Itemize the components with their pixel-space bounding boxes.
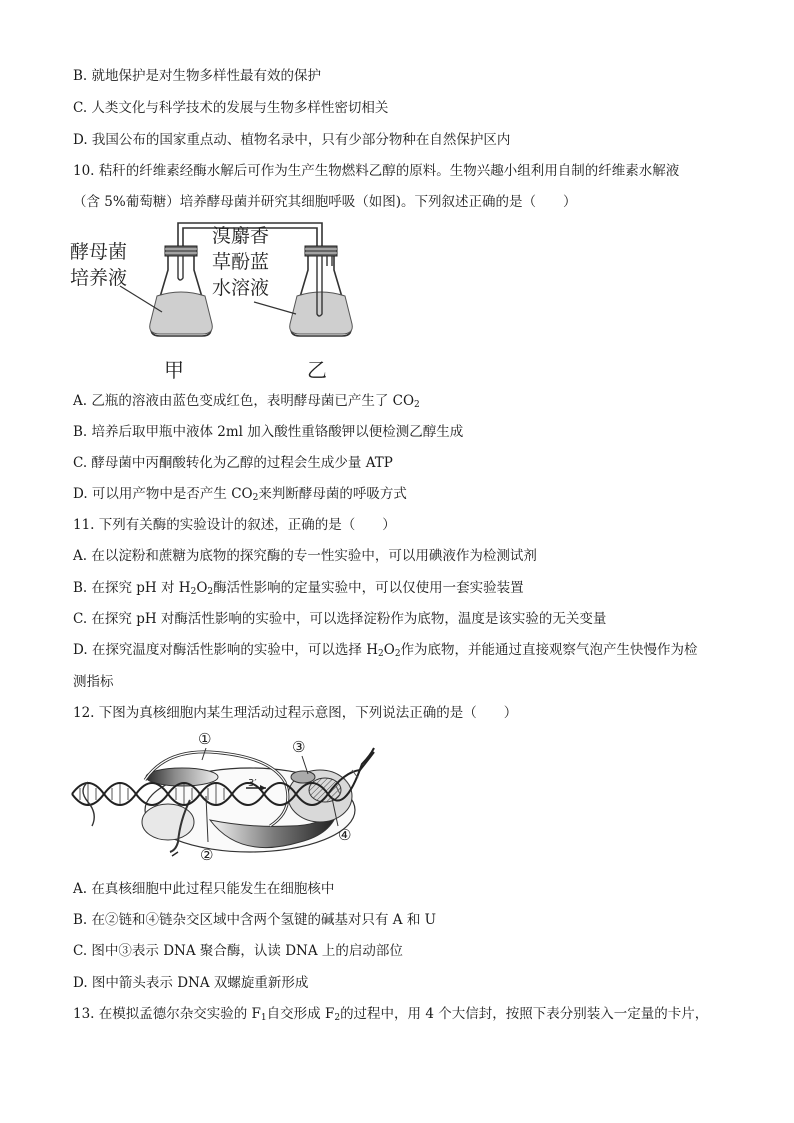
q12-option-b: B. 在②链和④链杂交区域中含两个氢键的碱基对只有 A 和 U	[73, 912, 437, 928]
q12-option-c: C. 图中③表示 DNA 聚合酶，认读 DNA 上的启动部位	[73, 943, 403, 959]
q12-transcription-figure	[70, 730, 380, 868]
label-btb-2: 草酚蓝	[212, 251, 270, 273]
q12-option-d: D. 图中箭头表示 DNA 双螺旋重新形成	[73, 975, 309, 991]
transcription-drawing	[70, 730, 380, 868]
marker-3: ③	[292, 738, 306, 756]
q10-stem-line2: （含 5%葡萄糖）培养酵母菌并研究其细胞呼吸（如图)。下列叙述正确的是（ ）	[73, 194, 577, 210]
marker-2: ②	[200, 846, 214, 864]
q10-option-b: B. 培养后取甲瓶中液体 2ml 加入酸性重铬酸钾以便检测乙醇生成	[73, 424, 464, 440]
label-btb-3: 水溶液	[212, 277, 270, 299]
label-btb-1: 溴麝香	[212, 225, 270, 247]
q11-option-b: B. 在探究 pH 对 $H_2O_2$酶活性影响的定量实验中，可以仅使用一套实验装置	[73, 580, 524, 597]
q12-stem: 12. 下图为真核细胞内某生理活动过程示意图，下列说法正确的是（ ）	[73, 705, 518, 721]
q11-option-a: A. 在以淀粉和蔗糖为底物的探究酶的专一性实验中，可以用碘液作为检测试剂	[73, 548, 537, 564]
marker-1: ①	[198, 730, 212, 748]
q11-stem: 11. 下列有关酶的实验设计的叙述，正确的是（ ）	[73, 517, 396, 533]
label-culture-medium: 培养液	[70, 267, 128, 289]
q10-option-d: D. 可以用产物中是否产生 $CO_2$来判断酵母菌的呼吸方式	[73, 486, 407, 503]
end-3-prime: 3′	[248, 778, 257, 789]
q12-option-a: A. 在真核细胞中此过程只能发生在细胞核中	[73, 881, 335, 897]
flask-jia-label: 甲	[164, 358, 184, 382]
q11-option-d: D. 在探究温度对酶活性影响的实验中，可以选择 $H_2O_2$作为底物，并能通过直接观察气泡产生快慢作为检	[73, 642, 698, 659]
flask-yi-label: 乙	[307, 358, 327, 382]
q9-option-d: D. 我国公布的国家重点动、植物名录中，只有少部分物种在自然保护区内	[73, 132, 511, 148]
q10-option-a: A. 乙瓶的溶液由蓝色变成红色，表明酵母菌已产生了 $CO_2$	[73, 393, 420, 410]
q11-option-c: C. 在探究 pH 对酶活性影响的实验中，可以选择淀粉作为底物，温度是该实验的无关变量	[73, 611, 607, 627]
q10-flask-figure	[64, 218, 364, 386]
q10-option-c: C. 酵母菌中丙酮酸转化为乙醇的过程会生成少量 ATP	[73, 455, 393, 471]
q11-option-d-cont: 测指标	[73, 674, 114, 690]
q10-stem-line1: 10. 秸秆的纤维素经酶水解后可作为生产生物燃料乙醇的原料。生物兴趣小组利用自制的纤维素水解液	[73, 163, 680, 179]
label-yeast: 酵母菌	[70, 241, 128, 263]
marker-4: ④	[338, 826, 352, 844]
q13-stem: 13. 在模拟孟德尔杂交实验的 $F_1$自交形成 $F_2$的过程中，用 4 个大信封，按照下表分别装入一定量的卡片，	[73, 1006, 709, 1023]
q9-option-c: C. 人类文化与科学技术的发展与生物多样性密切相关	[73, 100, 389, 116]
q9-option-b: B. 就地保护是对生物多样性最有效的保护	[73, 68, 322, 84]
